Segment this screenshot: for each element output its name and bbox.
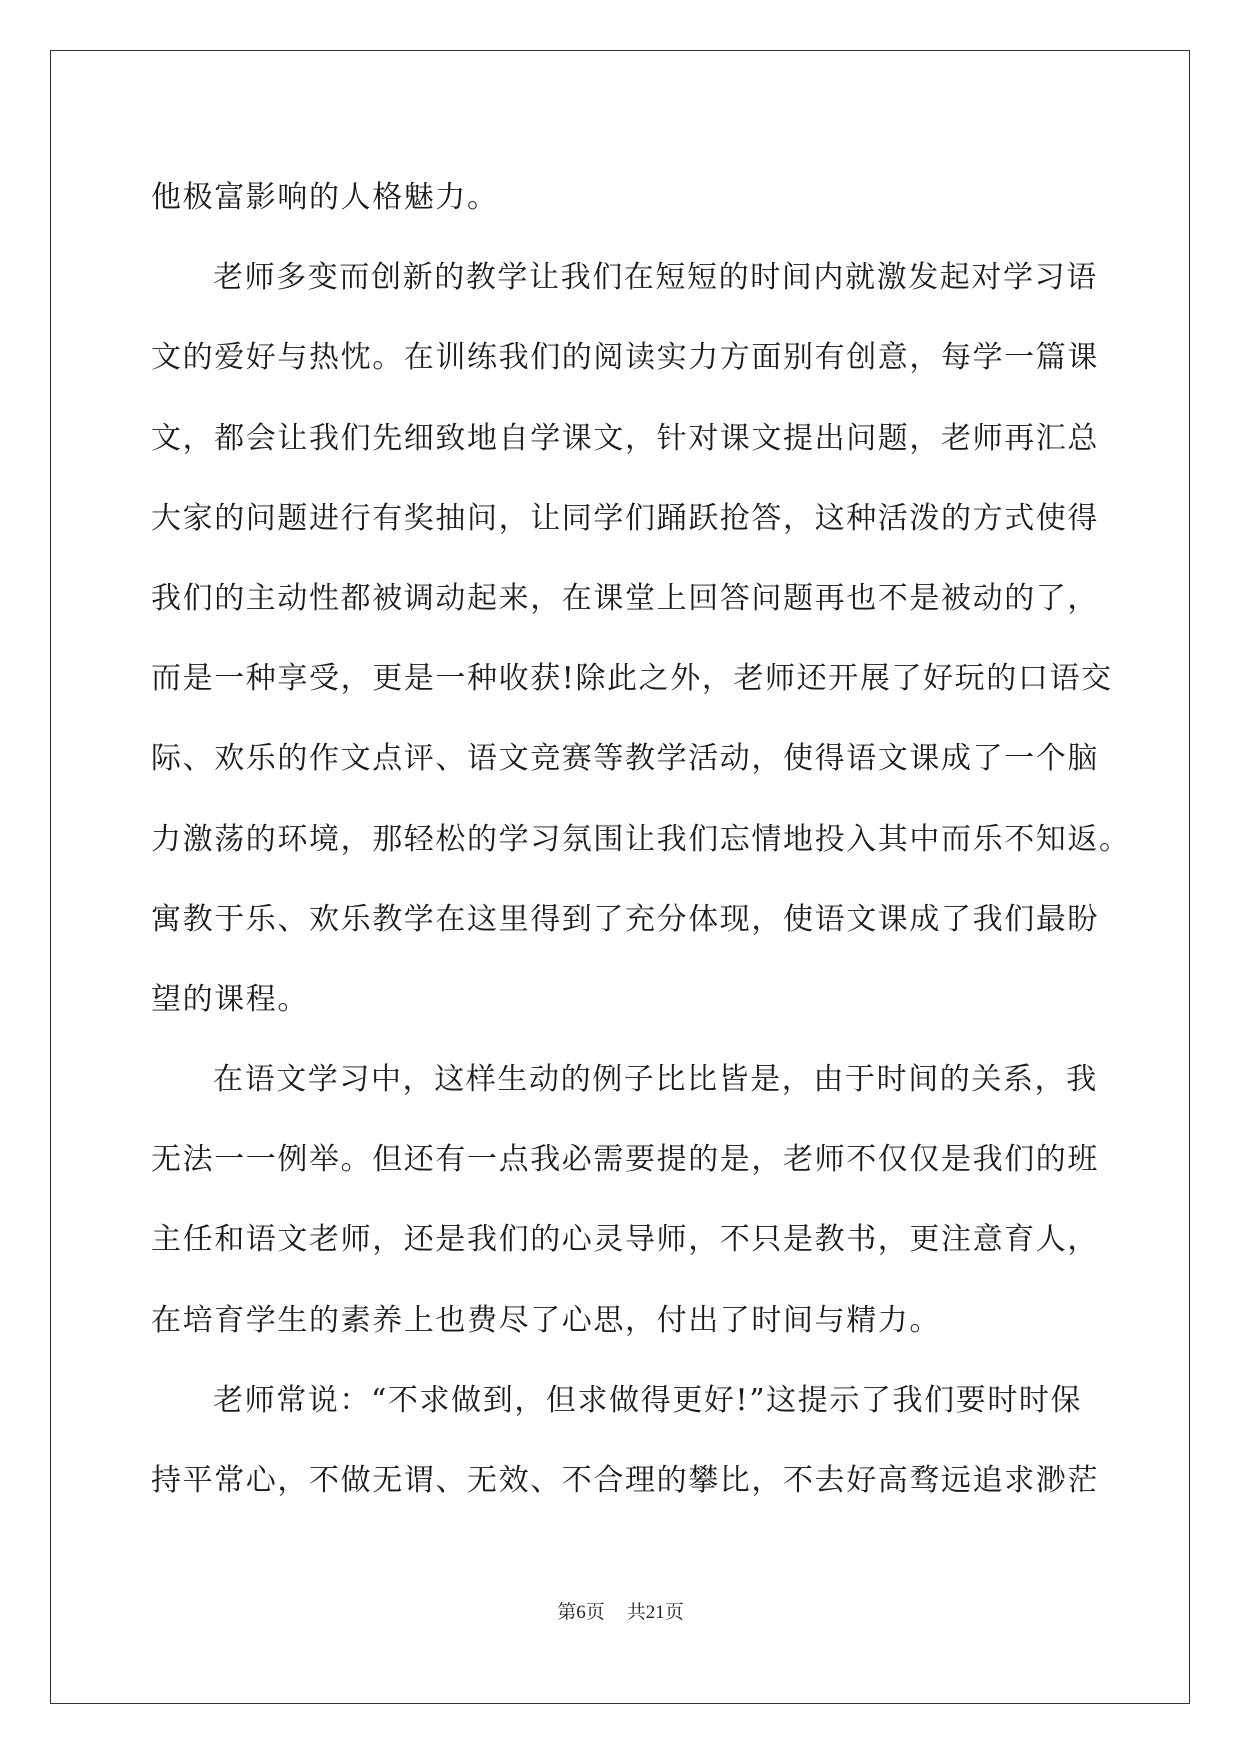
page-number: 第6页 — [557, 1602, 605, 1623]
text-line: 文的爱好与热忱。在训练我们的阅读实力方面别有创意，每学一篇课 — [151, 340, 1099, 376]
text-line: 在语文学习中，这样生动的例子比比皆是，由于时间的关系，我 — [213, 1062, 1098, 1098]
text-line: 在培育学生的素养上也费尽了心思，付出了时间与精力。 — [151, 1302, 941, 1338]
text-line: 际、欢乐的作文点评、语文竞赛等教学活动，使得语文课成了一个脑 — [151, 741, 1099, 777]
text-line: 而是一种享受，更是一种收获!除此之外，老师还开展了好玩的口语交 — [151, 661, 1113, 697]
text-line: 无法一一例举。但还有一点我必需要提的是，老师不仅仅是我们的班 — [151, 1142, 1099, 1178]
text-line: 他极富影响的人格魅力。 — [151, 180, 499, 215]
text-line: 寓教于乐、欢乐教学在这里得到了充分体现，使语文课成了我们最盼 — [151, 901, 1099, 937]
text-line: 望的课程。 — [151, 981, 309, 1017]
text-line: 大家的问题进行有奖抽问，让同学们踊跃抢答，这种活泼的方式使得 — [151, 500, 1099, 536]
text-line: 持平常心，不做无谓、无效、不合理的攀比，不去好高骛远追求渺茫 — [151, 1463, 1099, 1498]
text-line: 文，都会让我们先细致地自学课文，针对课文提出问题，老师再汇总 — [151, 420, 1099, 456]
text-line: 我们的主动性都被调动起来，在课堂上回答问题再也不是被动的了， — [151, 580, 1099, 616]
text-line: 老师常说：“不求做到，但求做得更好!”这提示了我们要时时保 — [213, 1382, 1083, 1418]
text-line: 力激荡的环境，那轻松的学习氛围让我们忘情地投入其中而乐不知返。 — [151, 821, 1131, 857]
page-footer — [0, 1597, 1241, 1624]
body-text — [151, 158, 1131, 1521]
text-line: 老师多变而创新的教学让我们在短短的时间内就激发起对学习语 — [213, 260, 1098, 296]
text-line: 主任和语文老师，还是我们的心灵导师，不只是教书，更注意育人， — [151, 1222, 1099, 1258]
page-total: 共21页 — [626, 1602, 684, 1623]
